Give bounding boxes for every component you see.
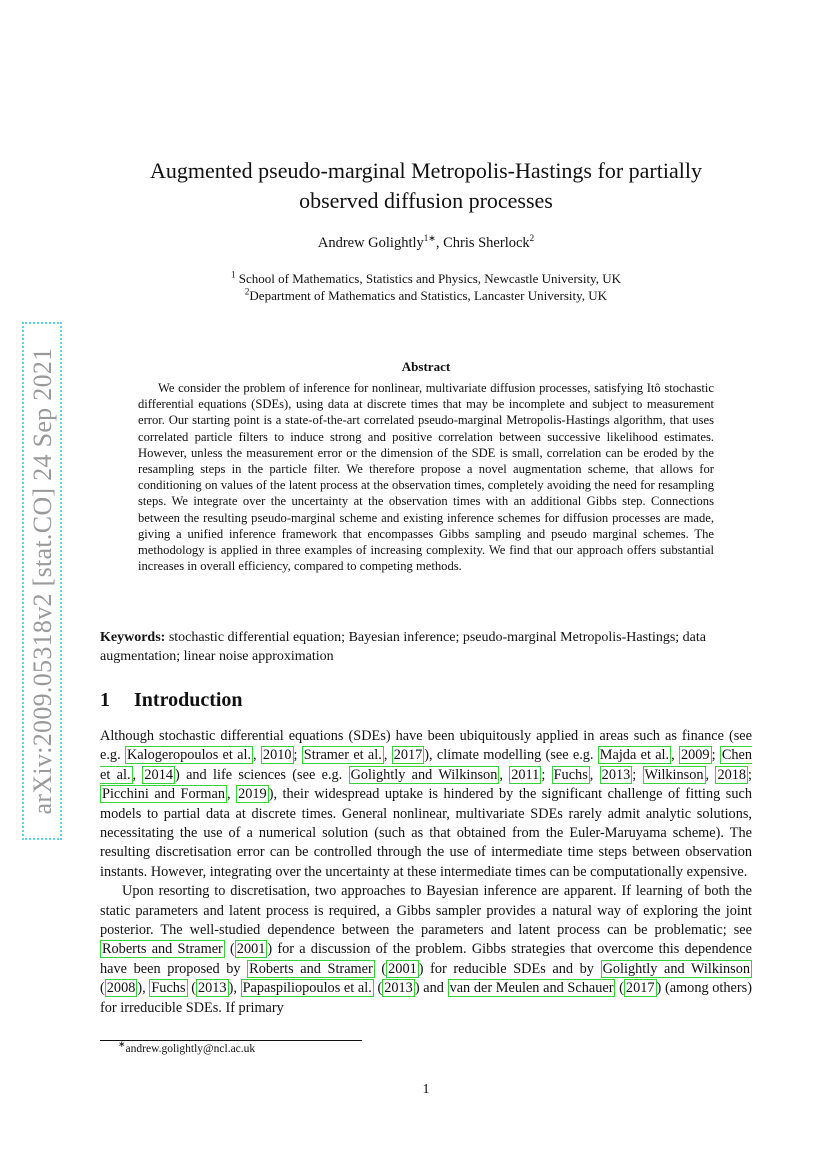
author-separator: , Chris Sherlock [435,235,530,251]
citation-link[interactable]: Kalogeropoulos et al. [126,747,252,764]
citation-link[interactable]: Fuchs [151,980,186,997]
citation-link[interactable]: 2001 [388,960,417,977]
citation-link[interactable]: Picchini and Forman [102,786,225,803]
citation-link[interactable]: Wilkinson [644,766,704,783]
citation-link[interactable]: Fuchs [553,766,588,783]
body-text [100,727,752,1018]
citation-link[interactable]: 2014 [144,766,173,783]
citation-link[interactable]: 2001 [236,941,266,958]
keywords-label: Keywords: [100,630,166,645]
citation-link[interactable]: 2019 [238,786,267,803]
citation-link[interactable]: Roberts and Stramer [249,960,373,977]
citation-link[interactable]: 2017 [625,980,655,997]
citation-link[interactable]: Papaspiliopoulos et al. [242,980,372,997]
footnote-marker: ∗ [118,1039,126,1050]
section-title: Introduction [134,689,243,711]
citation-link[interactable]: 2011 [511,766,540,783]
citation-link[interactable]: 2018 [717,766,747,783]
title-line-1: Augmented pseudo-marginal Metropolis-Hastings for partially [150,158,702,183]
citation-link[interactable]: van der Meulen and Schauer [449,980,614,997]
citation-link[interactable]: Golightly and Wilkinson [350,766,498,783]
abstract-text: We consider the problem of inference for nonlinear, multivariate diffusion processes, satisfying Itô stochastic differential equations (SDEs), using data at discrete times that may be incomplete and subject to measurement error. Our starting point is a state-of-the-art correlated pseudo-marginal Metropolis-Hastings algorithm, that uses correlated particle filters to induce strong and positive correlation between successive likelihood estimates. However, unless the measurement error or the dimension of the SDE is small, correlation can be eroded by the resampling steps in the particle filter. We therefore propose a novel augmentation scheme, that allows for conditioning on values of the latent process at the observation times, completely avoiding the need for resampling steps. We integrate over the uncertainty at the observation times with an additional Gibbs step. Connections between the resulting pseudo-marginal scheme and existing inference schemes for diffusion processes are made, giving a unified inference framework that encompasses Gibbs sampling and pseudo marginal schemes. The methodology is applied in three examples of increasing complexity. We find that our approach offers substantial increases in overall efficiency, compared to competing methods. [138,381,714,574]
title-line-2: observed diffusion processes [299,188,553,213]
citation-link[interactable]: 2013 [601,766,631,783]
arxiv-sidebar [22,322,64,842]
abstract-body [138,380,714,574]
paper-title [100,156,752,216]
arxiv-identifier: arXiv:2009.05318v2 [stat.CO] 24 Sep 2021 [28,347,57,815]
keywords-text: stochastic differential equation; Bayesian inference; pseudo-marginal Metropolis-Hastings; data augmentation; linear noise approximation [100,630,706,664]
author-1-marker: 1∗ [423,233,436,244]
paragraph-1: Although stochastic differential equations (SDEs) have been ubiquitously applied in areas such as finance (see e.g. Kalogeropoulos et al. , 2010 ; Stramer et al. , 2017 ), climate modelling (see e.g. Majda et al. , 2009 ; Chen et al. , 2014 ) and life sciences (see e.g. Golightly and Wilkinson , 2011 ; Fuchs , 2013 ; Wilkinson , 2018 ; Picchini and Forman , 2019 ), their widespread uptake is hindered by the significant challenge of fitting such models to partial data at discrete times. General nonlinear, multivariate SDEs rarely admit analytic solutions, necessitating the use of a numerical solution (such as that obtained from the Euler-Maruyama scheme). The resulting discretisation error can be controlled through the use of intermediate time steps between observation instants. However, integrating over the uncertainty at these intermediate times can be computationally expensive. [100,728,753,880]
citation-link[interactable]: Majda et al. [599,747,670,764]
keywords [100,628,752,666]
footnote-rule [100,1040,362,1041]
citation-link[interactable]: Golightly and Wilkinson [602,960,750,977]
abstract-heading: Abstract [401,359,451,374]
paragraph-2: Upon resorting to discretisation, two approaches to Bayesian inference are apparent. If learning of both the static parameters and latent process is required, a Gibbs sampler provides a natural way of exploring the joint posterior. The well-studied dependence between the parameters and latent process can be problematic; see Roberts and Stramer ( 2001 ) for a discussion of the problem. Gibbs strategies that overcome this dependence have been proposed by Roberts and Stramer ( 2001 ) for reducible SDEs and by Golightly and Wilkinson ( 2008 ), Fuchs ( 2013 ), Papaspiliopoulos et al. ( 2013 ) and van der Meulen and Schauer ( 2017 ) (among others) for irreducible SDEs. If primary [100,883,752,1016]
citation-link[interactable]: 2010 [262,747,292,764]
footnote-email[interactable]: andrew.golightly@ncl.ac.uk [125,1043,256,1055]
citation-link[interactable]: 2008 [106,980,136,997]
affiliation-1: $^1$ School of Mathematics, Statistics and Physics, Newcastle University, UK [231,269,621,286]
footnote [118,1039,256,1055]
citation-link[interactable]: 2013 [384,980,413,997]
citation-link[interactable]: Stramer et al. [303,747,382,764]
citation-link[interactable]: Roberts and Stramer [102,941,223,958]
citation-link[interactable]: 2009 [680,747,710,764]
citation-link[interactable]: 2017 [393,747,423,764]
section-heading [100,689,243,712]
affiliations [100,270,752,304]
citation-link[interactable]: 2013 [197,980,227,997]
affiliation-2: $^2$Department of Mathematics and Statistics, Lancaster University, UK [244,286,608,303]
section-number: 1 [100,689,110,711]
page-number: 1 [422,1082,430,1097]
author-1: Andrew Golightly [317,235,424,251]
authors [100,235,752,252]
author-2-marker: 2 [529,233,535,244]
citation-link[interactable]: Chen et al. [100,747,753,783]
